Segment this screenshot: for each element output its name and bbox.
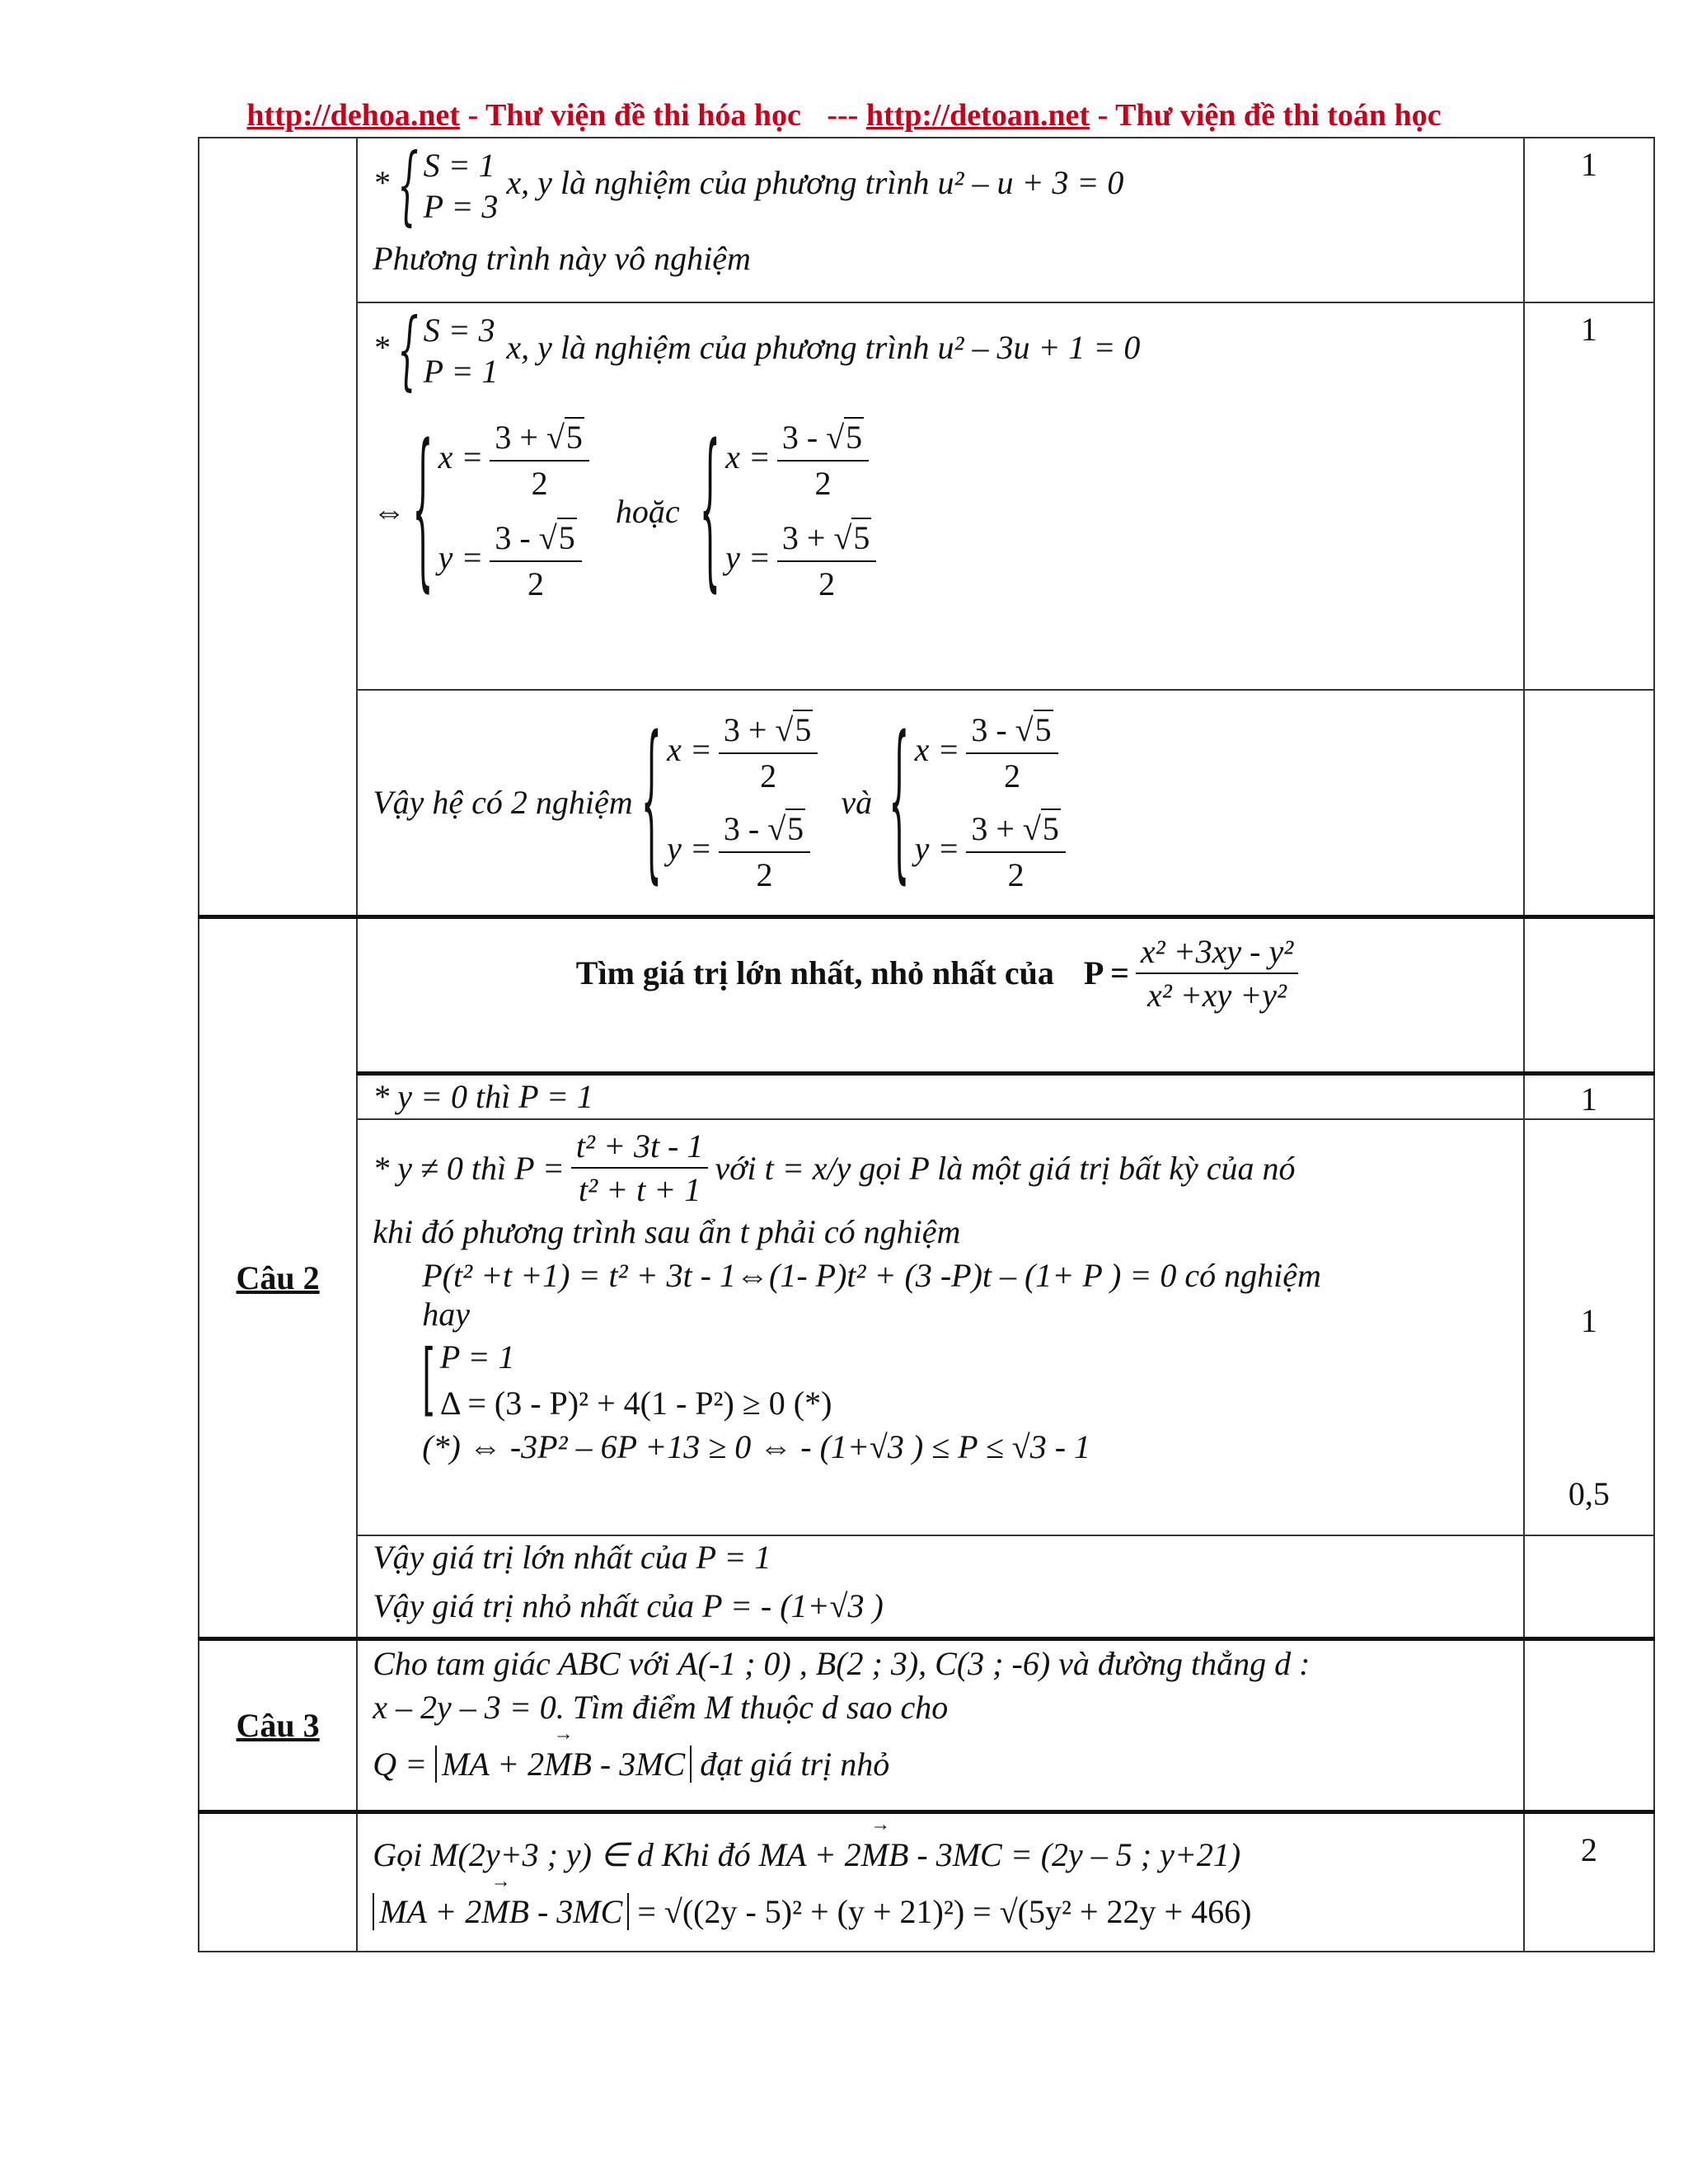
question-label-cell — [199, 916, 357, 1638]
or-text: hoặc — [615, 492, 680, 530]
header-separator: --- — [827, 98, 859, 133]
vector-sum: → MA + 2MB - 3MC — [442, 1745, 685, 1783]
content-cell — [357, 1638, 1524, 1811]
detoan-link[interactable]: http://detoan.net — [865, 98, 1090, 133]
table-row — [199, 1119, 1654, 1535]
solution-system-2: { x = $\frac{3 - √5}{2}$ y = $\frac{3 + √5}{2}$ — [700, 417, 884, 605]
vector-sum: → MA + 2MB - 3MC — [759, 1835, 1002, 1874]
q-label: Q = — [373, 1745, 436, 1783]
brace-icon: { — [412, 412, 434, 610]
solution-system-2: { x = $\frac{3 - √5}{2}$ y = $\frac{3 + √5}{2}$ — [889, 710, 1072, 896]
condition-text: khi đó phương trình sau ẩn t phải có nghiệm — [373, 1213, 961, 1250]
product-equation: P = 3 — [423, 188, 499, 225]
score-cell: 1 — [1524, 302, 1654, 690]
t-fraction: $\frac{\text{t² + 3t - 1}}{\text{t² + t + 1}}$ — [571, 1127, 709, 1209]
equation-line: P(t² +t +1) = t² + 3t - 1⇔(1- P)t² + (3 -P)t – (1+ P ) = 0 có nghiệm — [422, 1257, 1321, 1294]
score-cell — [1524, 916, 1654, 1073]
score-value: 0,5 — [1568, 1475, 1610, 1512]
content-cell — [357, 302, 1524, 690]
substitution-text: với t = x/y gọi P là một giá trị bất kỳ của nó — [715, 1149, 1296, 1187]
and-text: và — [841, 784, 873, 822]
p-fraction: $\frac{\text{x² +3xy - y²}}{\text{x² +xy +y²}}$ — [1136, 932, 1298, 1015]
question-label-cell — [199, 138, 357, 916]
table-row — [199, 302, 1654, 690]
p-label: P = — [1083, 954, 1129, 991]
table-row — [199, 690, 1654, 916]
score-cell — [1524, 690, 1654, 916]
score-cell: 2 — [1524, 1811, 1654, 1952]
table-row — [199, 1535, 1654, 1638]
magnitude-expression: = √((2y - 5)² + (y + 21)²) = √(5y² + 22y + 466) — [629, 1892, 1252, 1930]
brace-icon: { — [397, 302, 419, 401]
content-cell — [357, 1119, 1524, 1535]
discriminant-condition: Δ = (3 - P)² + 4(1 - P²) ≥ 0 (*) — [439, 1385, 832, 1422]
bullet: * — [373, 329, 390, 367]
table-row — [199, 1638, 1654, 1811]
conclusion-text: Vậy hệ có 2 nghiệm — [373, 784, 633, 822]
vector-sum: → MA + 2MB - 3MC — [379, 1892, 622, 1931]
question-2-label: Câu 2 — [236, 1258, 320, 1296]
page-header — [0, 97, 1688, 134]
score-cell: 1 — [1524, 1073, 1654, 1119]
case-p-one: P = 1 — [439, 1338, 515, 1376]
or-text: hay — [422, 1296, 470, 1333]
content-cell — [357, 1073, 1524, 1119]
vector-result: = (2y – 5 ; y+21) — [1001, 1835, 1241, 1873]
content-cell — [357, 1811, 1524, 1952]
solution-system-1: { x = $\frac{3 + √5}{2}$ y = $\frac{3 - √5}{2}$ — [641, 710, 825, 896]
equivalence-symbol: ⇔ — [373, 492, 406, 530]
content-cell — [357, 916, 1524, 1073]
case-y-zero: * y = 0 thì P = 1 — [373, 1077, 593, 1115]
system-equations — [397, 302, 499, 401]
solution-system-1: { x = $\frac{3 + √5}{2}$ y = $\frac{3 - √5}{2}$ — [412, 417, 596, 605]
product-equation: P = 1 — [423, 353, 499, 390]
question-title: Tìm giá trị lớn nhất, nhỏ nhất của — [575, 954, 1054, 991]
problem-statement: Cho tam giác ABC với A(-1 ; 0) , B(2 ; 3), C(3 ; -6) và đường thẳng d : — [373, 1644, 1311, 1682]
dehoa-link[interactable]: http://dehoa.net — [246, 98, 461, 133]
max-value-text: Vậy giá trị lớn nhất của P = 1 — [373, 1539, 771, 1576]
conclusion-text: Phương trình này vô nghiệm — [373, 240, 751, 277]
case-y-nonzero: * y ≠ 0 thì P = — [373, 1149, 565, 1187]
problem-statement: x – 2y – 3 = 0. Tìm điểm M thuộc d sao cho — [373, 1688, 949, 1726]
content-cell — [357, 138, 1524, 302]
score-cell — [1524, 1119, 1654, 1535]
score-cell — [1524, 1638, 1654, 1811]
table-row — [199, 916, 1654, 1073]
brace-icon: { — [889, 704, 910, 902]
sum-equation: S = 1 — [423, 147, 495, 184]
detoan-caption: - Thư viện đề thi toán học — [1090, 98, 1442, 133]
statement-text: x, y là nghiệm của phương trình u² – 3u + 1 = 0 — [506, 329, 1141, 367]
system-equations — [397, 137, 499, 236]
brace-icon: { — [640, 704, 663, 902]
table-row — [199, 138, 1654, 302]
score-cell — [1524, 1535, 1654, 1638]
point-m-text: Gọi M(2y+3 ; y) ∈ d Khi đó — [373, 1835, 759, 1873]
content-cell — [357, 1535, 1524, 1638]
bullet: * — [373, 164, 390, 202]
question-label-cell — [199, 1638, 357, 1811]
brace-icon: { — [699, 412, 721, 610]
dehoa-caption: - Thư viện đề thi hóa học — [460, 98, 801, 133]
solution-table — [198, 137, 1655, 1952]
sum-equation: S = 3 — [423, 312, 495, 349]
min-value-text: Vậy giá trị nhỏ nhất của P = - (1+√3 ) — [373, 1587, 884, 1624]
score-value: 1 — [1580, 1302, 1597, 1339]
score-cell: 1 — [1524, 138, 1654, 302]
problem-statement: đạt giá trị nhỏ — [692, 1745, 890, 1783]
table-row — [199, 1811, 1654, 1952]
question-label-cell — [199, 1811, 357, 1952]
table-row — [199, 1073, 1654, 1119]
brace-icon: { — [397, 137, 419, 236]
bracket-icon: [ — [422, 1334, 435, 1427]
inequality-line: (*) ⇔ -3P² – 6P +13 ≥ 0 ⇔ - (1+√3 ) ≤ P ≤ √3 - 1 — [422, 1428, 1091, 1465]
question-3-label: Câu 3 — [236, 1706, 320, 1744]
statement-text: x, y là nghiệm của phương trình u² – u + 3 = 0 — [506, 164, 1124, 202]
content-cell — [357, 690, 1524, 916]
